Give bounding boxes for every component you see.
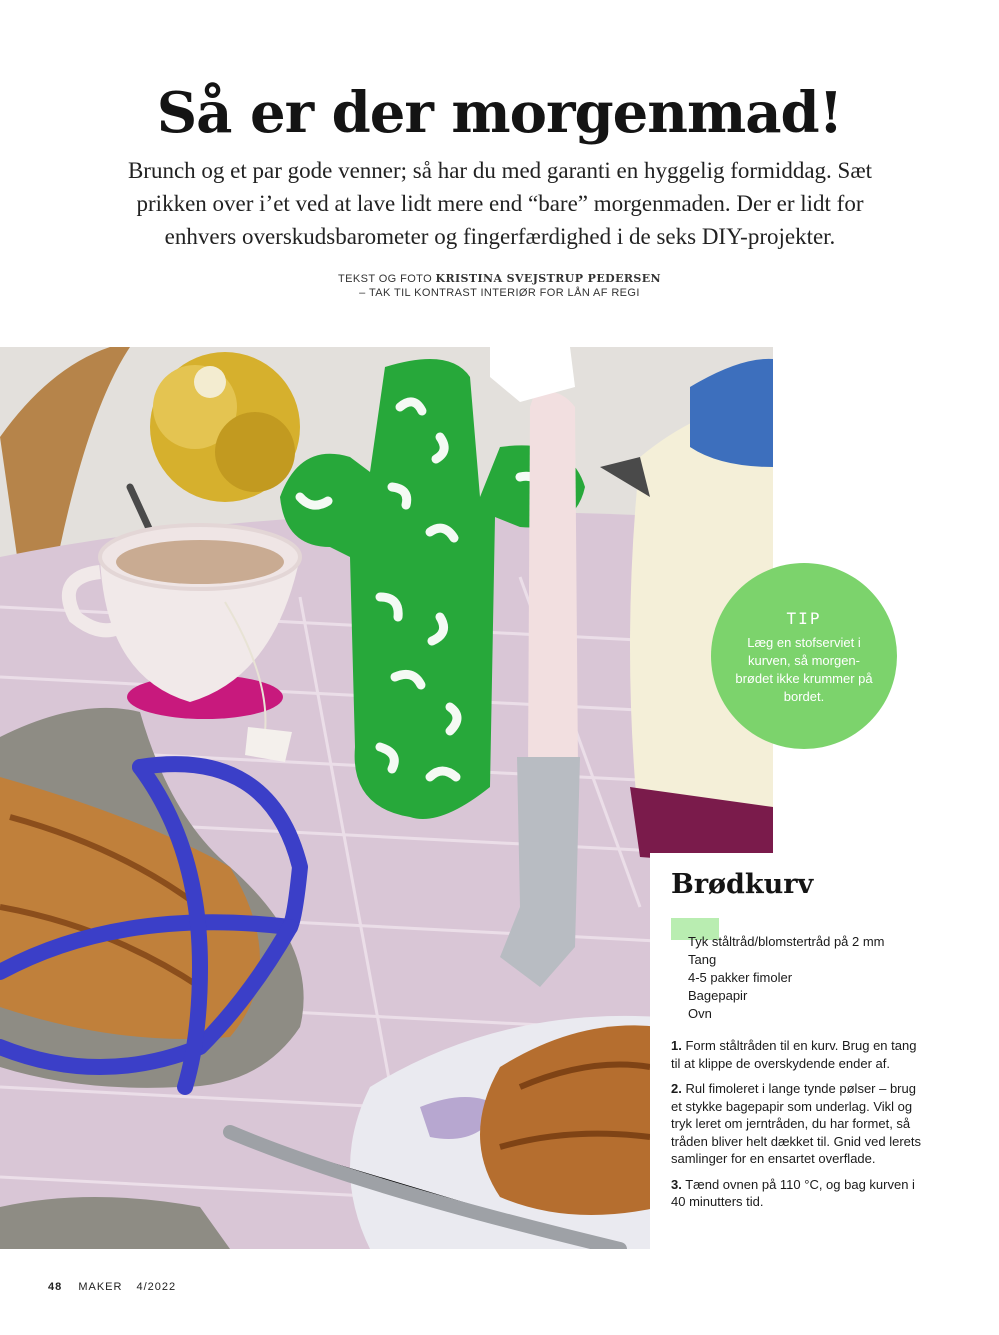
page-number: 48 <box>48 1281 63 1293</box>
materials-list <box>688 933 885 1023</box>
step-item <box>671 1037 927 1072</box>
material-item: Tang <box>688 952 717 967</box>
tip-badge <box>711 563 897 749</box>
step-item <box>671 1176 927 1211</box>
material-item: 4-5 pakker fimoler <box>688 970 793 985</box>
step-text: Rul fimoleret i lange tynde pølser – brug et stykke bagepapir som underlag. Vikl og tryk leret om jerntråden, du har formet, så tråden bliver helt dækket til. Gnid ved lerets samlinger for en ensartet overflade. <box>671 1081 922 1166</box>
step-number: 2. <box>671 1081 682 1096</box>
tip-title: TIP <box>786 609 822 628</box>
credit-thanks: – TAK TIL KONTRAST INTERIØR FOR LÅN AF REGI <box>359 287 640 299</box>
step-number: 3. <box>671 1176 682 1192</box>
page-footer <box>48 1281 176 1293</box>
step-number: 1. <box>671 1038 682 1053</box>
material-item: Tyk ståltråd/blomstertråd på 2 mm <box>688 934 885 949</box>
step-text: Tænd ovnen på 110 °C, og bag kurven i 40 minutters tid. <box>671 1176 915 1209</box>
material-item: Ovn <box>688 1006 712 1021</box>
credit-name: KRISTINA SVEJSTRUP PEDERSEN <box>435 272 661 285</box>
instructions-panel <box>650 853 926 1287</box>
project-title: Brødkurv <box>671 869 814 900</box>
candle <box>528 391 578 767</box>
step-item <box>671 1080 927 1168</box>
credits <box>0 272 999 300</box>
article-title: Så er der morgenmad! <box>156 80 843 146</box>
credit-label: TEKST OG FOTO <box>338 273 433 285</box>
magazine-name: MAKER <box>78 1281 123 1293</box>
issue-number: 4/2022 <box>136 1281 177 1293</box>
steps-list <box>671 1037 927 1219</box>
material-item: Bagepapir <box>688 988 748 1003</box>
step-text: Form ståltråden til en kurv. Brug en tang til at klippe de overskydende ender af. <box>671 1038 917 1071</box>
tip-text: Læg en stofserviet i kurven, så morgen-brødet ikke krummer på bordet. <box>735 635 873 704</box>
paper-flower <box>150 352 300 502</box>
article-intro: Brunch og et par gode venner; så har du med garanti en hyggelig formiddag. Sæt prikken over i’et ved at lave lidt mere end “bare” morgenmaden. Der er lidt for enhvers overskudsbarometer og fingerfærdighed i de seks DIY-projekter. <box>127 158 873 249</box>
